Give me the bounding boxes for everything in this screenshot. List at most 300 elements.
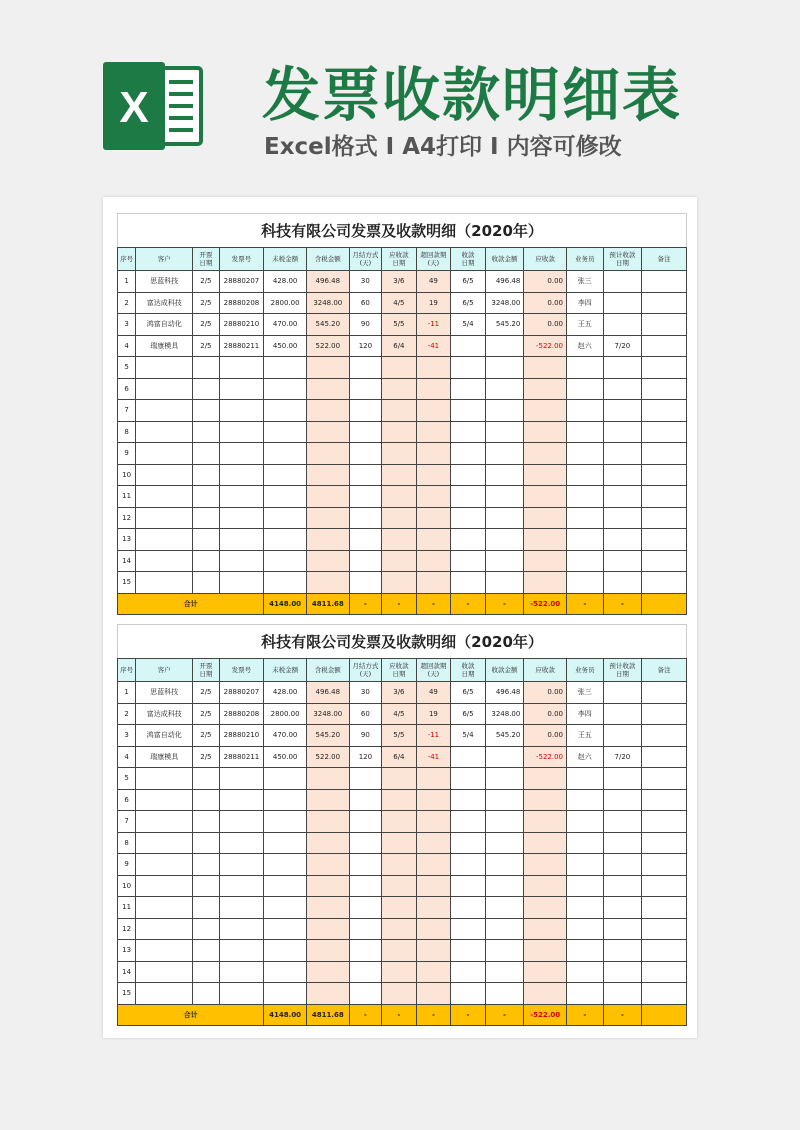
- table-cell[interactable]: [306, 789, 349, 811]
- table-cell[interactable]: [416, 507, 451, 529]
- table-cell[interactable]: [193, 983, 219, 1005]
- table-cell[interactable]: [642, 768, 687, 790]
- table-cell[interactable]: [219, 443, 264, 465]
- table-cell[interactable]: [642, 789, 687, 811]
- table-cell[interactable]: 28880210: [219, 314, 264, 336]
- table-cell[interactable]: 8: [118, 832, 136, 854]
- table-cell[interactable]: [193, 832, 219, 854]
- table-cell[interactable]: [603, 464, 642, 486]
- table-cell[interactable]: [485, 918, 524, 940]
- table-cell[interactable]: [524, 507, 567, 529]
- table-cell[interactable]: [264, 400, 307, 422]
- table-cell[interactable]: [136, 464, 193, 486]
- table-cell[interactable]: [451, 486, 486, 508]
- table-cell[interactable]: [193, 940, 219, 962]
- table-cell[interactable]: [416, 832, 451, 854]
- table-cell[interactable]: [485, 421, 524, 443]
- table-cell[interactable]: [642, 400, 687, 422]
- table-cell[interactable]: [306, 550, 349, 572]
- table-cell[interactable]: 富达成科技: [136, 703, 193, 725]
- table-cell[interactable]: 2: [118, 703, 136, 725]
- table-cell[interactable]: [567, 983, 604, 1005]
- table-cell[interactable]: [264, 983, 307, 1005]
- table-cell[interactable]: [349, 507, 382, 529]
- table-cell[interactable]: [416, 854, 451, 876]
- table-cell[interactable]: [306, 832, 349, 854]
- table-cell[interactable]: [524, 572, 567, 594]
- table-cell[interactable]: 545.20: [485, 725, 524, 747]
- table-cell[interactable]: [524, 940, 567, 962]
- table-cell[interactable]: [451, 357, 486, 379]
- table-cell[interactable]: [524, 550, 567, 572]
- table-cell[interactable]: [642, 486, 687, 508]
- table-cell[interactable]: -11: [416, 725, 451, 747]
- table-cell[interactable]: 6/4: [382, 335, 417, 357]
- table-cell[interactable]: [642, 918, 687, 940]
- table-cell[interactable]: [264, 357, 307, 379]
- table-cell[interactable]: [642, 961, 687, 983]
- table-cell[interactable]: [451, 789, 486, 811]
- table-cell[interactable]: [642, 357, 687, 379]
- table-cell[interactable]: 4: [118, 335, 136, 357]
- table-cell[interactable]: 张三: [567, 271, 604, 293]
- table-cell[interactable]: [603, 854, 642, 876]
- table-cell[interactable]: [382, 961, 417, 983]
- table-cell[interactable]: [524, 918, 567, 940]
- table-cell[interactable]: [219, 357, 264, 379]
- table-cell[interactable]: [382, 421, 417, 443]
- table-cell[interactable]: [382, 357, 417, 379]
- table-cell[interactable]: [264, 875, 307, 897]
- table-cell[interactable]: [382, 940, 417, 962]
- table-cell[interactable]: [264, 918, 307, 940]
- table-cell[interactable]: [451, 400, 486, 422]
- table-cell[interactable]: [485, 464, 524, 486]
- table-cell[interactable]: [264, 940, 307, 962]
- table-cell[interactable]: [136, 918, 193, 940]
- table-cell[interactable]: [451, 983, 486, 1005]
- table-cell[interactable]: [219, 768, 264, 790]
- table-cell[interactable]: 3/6: [382, 271, 417, 293]
- table-cell[interactable]: [264, 464, 307, 486]
- table-cell[interactable]: [136, 421, 193, 443]
- table-cell[interactable]: [306, 400, 349, 422]
- table-cell[interactable]: [567, 507, 604, 529]
- table-cell[interactable]: 王五: [567, 725, 604, 747]
- table-cell[interactable]: [603, 811, 642, 833]
- table-cell[interactable]: [524, 443, 567, 465]
- table-cell[interactable]: 李四: [567, 703, 604, 725]
- table-cell[interactable]: 3: [118, 725, 136, 747]
- table-cell[interactable]: [193, 789, 219, 811]
- table-cell[interactable]: [193, 811, 219, 833]
- table-cell[interactable]: [451, 940, 486, 962]
- table-cell[interactable]: [485, 550, 524, 572]
- table-cell[interactable]: 13: [118, 529, 136, 551]
- table-cell[interactable]: [416, 378, 451, 400]
- table-cell[interactable]: 3248.00: [485, 292, 524, 314]
- table-cell[interactable]: 7/20: [603, 335, 642, 357]
- table-cell[interactable]: [306, 378, 349, 400]
- table-cell[interactable]: [349, 961, 382, 983]
- table-cell[interactable]: 7: [118, 811, 136, 833]
- table-cell[interactable]: [306, 443, 349, 465]
- table-cell[interactable]: 5/4: [451, 725, 486, 747]
- table-cell[interactable]: [219, 897, 264, 919]
- table-cell[interactable]: 15: [118, 983, 136, 1005]
- table-cell[interactable]: [603, 357, 642, 379]
- table-cell[interactable]: [136, 940, 193, 962]
- table-cell[interactable]: [416, 811, 451, 833]
- table-cell[interactable]: [193, 357, 219, 379]
- table-cell[interactable]: [193, 875, 219, 897]
- table-cell[interactable]: [416, 550, 451, 572]
- table-cell[interactable]: 0.00: [524, 271, 567, 293]
- table-cell[interactable]: [264, 854, 307, 876]
- table-cell[interactable]: 5/5: [382, 725, 417, 747]
- table-cell[interactable]: [193, 529, 219, 551]
- table-cell[interactable]: 13: [118, 940, 136, 962]
- table-cell[interactable]: 2/5: [193, 271, 219, 293]
- table-cell[interactable]: [306, 940, 349, 962]
- table-cell[interactable]: [567, 378, 604, 400]
- table-cell[interactable]: [603, 486, 642, 508]
- table-cell[interactable]: [485, 507, 524, 529]
- table-cell[interactable]: [603, 961, 642, 983]
- table-cell[interactable]: 5/4: [451, 314, 486, 336]
- table-cell[interactable]: [416, 464, 451, 486]
- table-cell[interactable]: 14: [118, 961, 136, 983]
- table-cell[interactable]: [264, 811, 307, 833]
- table-cell[interactable]: [524, 854, 567, 876]
- table-cell[interactable]: 6/5: [451, 703, 486, 725]
- table-cell[interactable]: [349, 875, 382, 897]
- table-cell[interactable]: 5: [118, 768, 136, 790]
- table-cell[interactable]: [219, 854, 264, 876]
- table-cell[interactable]: [451, 335, 486, 357]
- table-cell[interactable]: [642, 811, 687, 833]
- table-cell[interactable]: [219, 789, 264, 811]
- table-cell[interactable]: 6/5: [451, 682, 486, 704]
- table-cell[interactable]: [642, 550, 687, 572]
- table-cell[interactable]: 11: [118, 897, 136, 919]
- table-cell[interactable]: [416, 897, 451, 919]
- table-cell[interactable]: [264, 832, 307, 854]
- table-cell[interactable]: [603, 875, 642, 897]
- table-cell[interactable]: [642, 378, 687, 400]
- table-cell[interactable]: 5/5: [382, 314, 417, 336]
- table-cell[interactable]: [567, 529, 604, 551]
- table-cell[interactable]: [524, 400, 567, 422]
- table-cell[interactable]: [306, 875, 349, 897]
- table-cell[interactable]: [382, 897, 417, 919]
- table-cell[interactable]: [603, 897, 642, 919]
- table-cell[interactable]: [264, 378, 307, 400]
- table-cell[interactable]: [567, 854, 604, 876]
- table-cell[interactable]: 4/5: [382, 292, 417, 314]
- table-cell[interactable]: [485, 789, 524, 811]
- table-cell[interactable]: [264, 768, 307, 790]
- table-cell[interactable]: [485, 486, 524, 508]
- table-cell[interactable]: [382, 811, 417, 833]
- table-cell[interactable]: [567, 443, 604, 465]
- table-cell[interactable]: [485, 961, 524, 983]
- table-cell[interactable]: [136, 961, 193, 983]
- table-cell[interactable]: 思蓝科技: [136, 271, 193, 293]
- table-cell[interactable]: [451, 507, 486, 529]
- table-cell[interactable]: 3: [118, 314, 136, 336]
- table-cell[interactable]: 120: [349, 335, 382, 357]
- table-cell[interactable]: [306, 507, 349, 529]
- table-cell[interactable]: 2/5: [193, 703, 219, 725]
- table-cell[interactable]: 428.00: [264, 271, 307, 293]
- table-cell[interactable]: [349, 400, 382, 422]
- table-cell[interactable]: 10: [118, 464, 136, 486]
- table-cell[interactable]: [642, 940, 687, 962]
- table-cell[interactable]: [306, 572, 349, 594]
- table-cell[interactable]: [485, 529, 524, 551]
- table-cell[interactable]: [451, 918, 486, 940]
- table-cell[interactable]: [416, 400, 451, 422]
- table-cell[interactable]: [524, 875, 567, 897]
- table-cell[interactable]: 王五: [567, 314, 604, 336]
- table-cell[interactable]: [451, 464, 486, 486]
- table-cell[interactable]: [264, 507, 307, 529]
- table-cell[interactable]: [416, 940, 451, 962]
- table-cell[interactable]: -11: [416, 314, 451, 336]
- table-cell[interactable]: [524, 378, 567, 400]
- table-cell[interactable]: [485, 854, 524, 876]
- table-cell[interactable]: [642, 897, 687, 919]
- table-cell[interactable]: [136, 529, 193, 551]
- table-cell[interactable]: [524, 811, 567, 833]
- table-cell[interactable]: 0.00: [524, 314, 567, 336]
- table-cell[interactable]: [524, 768, 567, 790]
- table-cell[interactable]: [524, 421, 567, 443]
- table-cell[interactable]: 30: [349, 682, 382, 704]
- table-cell[interactable]: 1: [118, 682, 136, 704]
- table-cell[interactable]: 5: [118, 357, 136, 379]
- table-cell[interactable]: 90: [349, 725, 382, 747]
- table-cell[interactable]: [349, 854, 382, 876]
- table-cell[interactable]: [416, 875, 451, 897]
- table-cell[interactable]: [349, 357, 382, 379]
- table-cell[interactable]: [382, 529, 417, 551]
- table-cell[interactable]: [485, 811, 524, 833]
- table-cell[interactable]: [603, 682, 642, 704]
- table-cell[interactable]: [603, 832, 642, 854]
- table-cell[interactable]: [219, 875, 264, 897]
- table-cell[interactable]: 2/5: [193, 746, 219, 768]
- table-cell[interactable]: [485, 357, 524, 379]
- table-cell[interactable]: [603, 572, 642, 594]
- table-cell[interactable]: [264, 421, 307, 443]
- table-cell[interactable]: [603, 918, 642, 940]
- table-cell[interactable]: [642, 464, 687, 486]
- table-cell[interactable]: [416, 789, 451, 811]
- table-cell[interactable]: [193, 854, 219, 876]
- table-cell[interactable]: [193, 572, 219, 594]
- table-cell[interactable]: 12: [118, 918, 136, 940]
- table-cell[interactable]: 2800.00: [264, 292, 307, 314]
- table-cell[interactable]: 15: [118, 572, 136, 594]
- table-cell[interactable]: [349, 811, 382, 833]
- table-cell[interactable]: [382, 768, 417, 790]
- table-cell[interactable]: [193, 486, 219, 508]
- table-cell[interactable]: [382, 378, 417, 400]
- table-cell[interactable]: [642, 572, 687, 594]
- table-cell[interactable]: [382, 572, 417, 594]
- table-cell[interactable]: [136, 983, 193, 1005]
- table-cell[interactable]: 470.00: [264, 314, 307, 336]
- table-cell[interactable]: [136, 897, 193, 919]
- table-cell[interactable]: [193, 378, 219, 400]
- table-cell[interactable]: [349, 550, 382, 572]
- table-cell[interactable]: [306, 421, 349, 443]
- table-cell[interactable]: [136, 572, 193, 594]
- table-cell[interactable]: [416, 357, 451, 379]
- table-cell[interactable]: [524, 897, 567, 919]
- table-cell[interactable]: [219, 464, 264, 486]
- table-cell[interactable]: [382, 983, 417, 1005]
- table-cell[interactable]: 2/5: [193, 725, 219, 747]
- table-cell[interactable]: 3248.00: [306, 292, 349, 314]
- table-cell[interactable]: 11: [118, 486, 136, 508]
- table-cell[interactable]: 49: [416, 271, 451, 293]
- table-cell[interactable]: [306, 854, 349, 876]
- table-cell[interactable]: [524, 961, 567, 983]
- table-cell[interactable]: [567, 875, 604, 897]
- table-cell[interactable]: [642, 335, 687, 357]
- table-cell[interactable]: -41: [416, 746, 451, 768]
- table-cell[interactable]: [603, 314, 642, 336]
- table-cell[interactable]: [264, 529, 307, 551]
- table-cell[interactable]: [349, 378, 382, 400]
- table-cell[interactable]: [193, 443, 219, 465]
- table-cell[interactable]: [136, 832, 193, 854]
- table-cell[interactable]: [193, 897, 219, 919]
- table-cell[interactable]: [416, 983, 451, 1005]
- table-cell[interactable]: 496.48: [485, 682, 524, 704]
- table-cell[interactable]: [451, 378, 486, 400]
- table-cell[interactable]: [451, 854, 486, 876]
- table-cell[interactable]: [485, 572, 524, 594]
- table-cell[interactable]: [642, 854, 687, 876]
- table-cell[interactable]: [642, 421, 687, 443]
- table-cell[interactable]: 李四: [567, 292, 604, 314]
- table-cell[interactable]: [603, 529, 642, 551]
- table-cell[interactable]: [642, 703, 687, 725]
- table-cell[interactable]: [416, 572, 451, 594]
- table-cell[interactable]: 瑞康模具: [136, 335, 193, 357]
- table-cell[interactable]: 19: [416, 292, 451, 314]
- table-cell[interactable]: 8: [118, 421, 136, 443]
- table-cell[interactable]: [524, 529, 567, 551]
- table-cell[interactable]: [603, 292, 642, 314]
- table-cell[interactable]: [642, 507, 687, 529]
- table-cell[interactable]: [382, 832, 417, 854]
- table-cell[interactable]: [603, 378, 642, 400]
- table-cell[interactable]: [264, 572, 307, 594]
- table-cell[interactable]: [264, 789, 307, 811]
- table-cell[interactable]: [603, 940, 642, 962]
- table-cell[interactable]: [382, 464, 417, 486]
- table-cell[interactable]: [264, 961, 307, 983]
- table-cell[interactable]: 6/5: [451, 292, 486, 314]
- table-cell[interactable]: [567, 464, 604, 486]
- table-cell[interactable]: 3/6: [382, 682, 417, 704]
- table-cell[interactable]: 0.00: [524, 703, 567, 725]
- table-cell[interactable]: 1: [118, 271, 136, 293]
- table-cell[interactable]: 14: [118, 550, 136, 572]
- table-cell[interactable]: [382, 400, 417, 422]
- table-cell[interactable]: [349, 897, 382, 919]
- table-cell[interactable]: 张三: [567, 682, 604, 704]
- table-cell[interactable]: 30: [349, 271, 382, 293]
- table-cell[interactable]: 赵六: [567, 746, 604, 768]
- table-cell[interactable]: [524, 357, 567, 379]
- table-cell[interactable]: 12: [118, 507, 136, 529]
- table-cell[interactable]: 60: [349, 292, 382, 314]
- table-cell[interactable]: [382, 507, 417, 529]
- table-cell[interactable]: [567, 832, 604, 854]
- table-cell[interactable]: 富达成科技: [136, 292, 193, 314]
- table-cell[interactable]: [451, 832, 486, 854]
- table-cell[interactable]: [306, 357, 349, 379]
- table-cell[interactable]: 6: [118, 789, 136, 811]
- table-cell[interactable]: 28880207: [219, 271, 264, 293]
- table-cell[interactable]: [219, 572, 264, 594]
- table-cell[interactable]: [193, 464, 219, 486]
- table-cell[interactable]: [485, 378, 524, 400]
- table-cell[interactable]: 6/5: [451, 271, 486, 293]
- table-cell[interactable]: [451, 961, 486, 983]
- table-cell[interactable]: [603, 703, 642, 725]
- table-cell[interactable]: 3248.00: [485, 703, 524, 725]
- table-cell[interactable]: 28880207: [219, 682, 264, 704]
- table-cell[interactable]: 鸿富自动化: [136, 725, 193, 747]
- table-cell[interactable]: [451, 443, 486, 465]
- table-cell[interactable]: 28880210: [219, 725, 264, 747]
- table-cell[interactable]: 496.48: [306, 682, 349, 704]
- table-cell[interactable]: 瑞康模具: [136, 746, 193, 768]
- table-cell[interactable]: [349, 443, 382, 465]
- table-cell[interactable]: [524, 983, 567, 1005]
- table-cell[interactable]: [485, 400, 524, 422]
- table-cell[interactable]: [306, 811, 349, 833]
- table-cell[interactable]: [416, 961, 451, 983]
- table-cell[interactable]: [193, 961, 219, 983]
- table-cell[interactable]: [264, 486, 307, 508]
- table-cell[interactable]: 120: [349, 746, 382, 768]
- table-cell[interactable]: [485, 832, 524, 854]
- table-cell[interactable]: [567, 789, 604, 811]
- table-cell[interactable]: [416, 918, 451, 940]
- table-cell[interactable]: [264, 443, 307, 465]
- table-cell[interactable]: [485, 335, 524, 357]
- table-cell[interactable]: 49: [416, 682, 451, 704]
- table-cell[interactable]: [567, 421, 604, 443]
- table-cell[interactable]: [136, 854, 193, 876]
- table-cell[interactable]: [349, 789, 382, 811]
- table-cell[interactable]: [136, 443, 193, 465]
- table-cell[interactable]: [193, 918, 219, 940]
- table-cell[interactable]: [136, 550, 193, 572]
- table-cell[interactable]: [567, 768, 604, 790]
- table-cell[interactable]: [219, 486, 264, 508]
- table-cell[interactable]: 496.48: [306, 271, 349, 293]
- table-cell[interactable]: [416, 768, 451, 790]
